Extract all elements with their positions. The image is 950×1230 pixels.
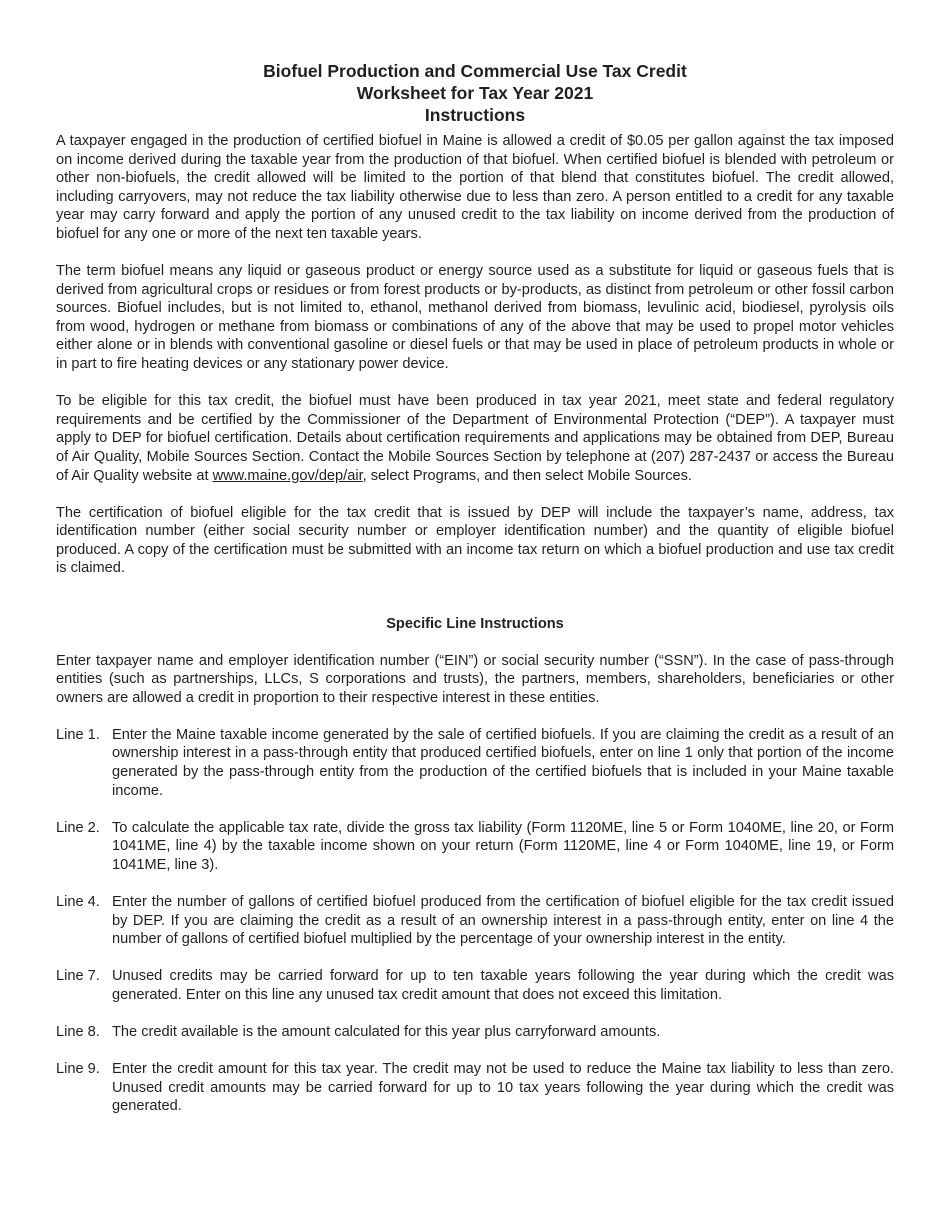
line-instruction-2 [56, 819, 894, 875]
line-text: The credit available is the amount calculated for this year plus carryforward amounts. [112, 1023, 661, 1040]
line-text: To calculate the applicable tax rate, divide the gross tax liability (Form 1120ME, line 5 or Form 1040ME, line 20, or Form 1041ME, line 4) by the taxable income shown on your return (Form 1120ME, line 4 or Form 1040ME, line 19, or Form 1041ME, line 3). [112, 819, 894, 873]
line-instruction-1 [56, 726, 894, 800]
line-text: Enter the number of gallons of certified biofuel produced from the certification of biofuel eligible for the tax credit issued by DEP. If you are claiming the credit as a result of an ownership interest in a pass-through entity, enter on line 4 the number of gallons of certified biofuel multiplied by the percentage of your ownership interest in the entity. [112, 894, 894, 948]
line-label: Line 9. [56, 1061, 100, 1078]
intro-paragraph-2: The term biofuel means any liquid or gaseous product or energy source used as a substitute for liquid or gaseous fuels that is derived from agricultural crops or residues or from forest products or by-products, as distinct from petroleum or other fossil carbon sources. Biofuel includes, but is not limited to, ethanol, methanol derived from biomass, levulinic acid, biodiesel, pyrolysis oils from wood, hydrogen or methane from biomass or combinations of any of the above that may be used to propel motor vehicles either alone or in blends with conventional gasoline or diesel fuels or that may be used in place of petroleum products in whole or in part to fire heating devices or any stationary power device. [56, 263, 894, 373]
specific-instructions-heading: Specific Line Instructions [386, 615, 564, 632]
line-instruction-7 [56, 967, 894, 1004]
title-line-3: Instructions [424, 105, 526, 125]
intro-paragraph-3 [56, 392, 894, 485]
line-label: Line 7. [56, 968, 100, 985]
line-label: Line 8. [56, 1023, 100, 1040]
line-text: Enter the credit amount for this tax year. The credit may not be used to reduce the Maine tax liability to less than zero. Unused credit amounts may be carried forward for up to 10 tax years following the year during which the credit was generated. [112, 1061, 894, 1115]
intro-paragraph-4: The certification of biofuel eligible for the tax credit that is issued by DEP will include the taxpayer’s name, address, tax identification number (either social security number or employer identification number) and the quantity of eligible biofuel produced. A copy of the certification must be submitted with an income tax return on which a biofuel production and use tax credit is claimed. [56, 504, 894, 577]
line-text: Enter the Maine taxable income generated by the sale of certified biofuels. If you are claiming the credit as a result of an ownership interest in a pass-through entity that produced certified biofuels, enter on line 1 only that portion of the income generated by the pass-through entity from the production of the certified biofuels that is included in your Maine taxable income. [112, 726, 894, 799]
paragraph-3-text-start: To be eligible for this tax credit, the biofuel must have been produced in tax year 2021, meet state and federal regulatory requirements and be certified by the Commissioner of the Department of Environmental Protection (“DEP”). A taxpayer must apply to DEP for biofuel certification. Details about certification requirements and applications may be obtained from DEP, Bureau of Air Quality, Mobile Sources Section. Contact the Mobile Sources Section by telephone at (207) 287-2437 or access the Bureau of Air Quality website at [56, 393, 894, 484]
specific-instructions-intro: Enter taxpayer name and employer identification number (“EIN”) or social security number (“SSN”). In the case of pass-through entities (such as partnerships, LLCs, S corporations and trusts), the partners, members, shareholders, beneficiaries or other owners are allowed a credit in proportion to their respective interest in these entities. [56, 652, 894, 706]
dep-air-website-link[interactable]: www.maine.gov/dep/air [212, 467, 363, 484]
line-instruction-4 [56, 893, 894, 949]
paragraph-3-text-end: , select Programs, and then select Mobile Sources. [362, 467, 692, 484]
line-label: Line 2. [56, 819, 100, 836]
title-line-1: Biofuel Production and Commercial Use Tax Credit [263, 61, 687, 81]
line-instruction-9 [56, 1060, 894, 1116]
line-instruction-8 [56, 1023, 894, 1042]
intro-paragraph-1: A taxpayer engaged in the production of certified biofuel in Maine is allowed a credit of $0.05 per gallon against the tax imposed on income derived during the taxable year from the production of that biofuel. When certified biofuel is blended with petroleum or other non-biofuels, the credit allowed will be limited to the portion of that blend that constitutes biofuel. The credit allowed, including carryovers, may not reduce the tax liability otherwise due to less than zero. A person entitled to a credit for any taxable year may carry forward and apply the portion of any unused credit to the tax liability on income derived from the production of biofuel for any one or more of the next ten taxable years. [56, 133, 894, 242]
line-text: Unused credits may be carried forward for up to ten taxable years following the year during which the credit was generated. Enter on this line any unused tax credit amount that does not exceed this limitation. [112, 968, 894, 1003]
document-title [56, 60, 894, 126]
line-label: Line 1. [56, 726, 100, 743]
title-line-2: Worksheet for Tax Year 2021 [356, 83, 594, 103]
line-label: Line 4. [56, 894, 100, 910]
